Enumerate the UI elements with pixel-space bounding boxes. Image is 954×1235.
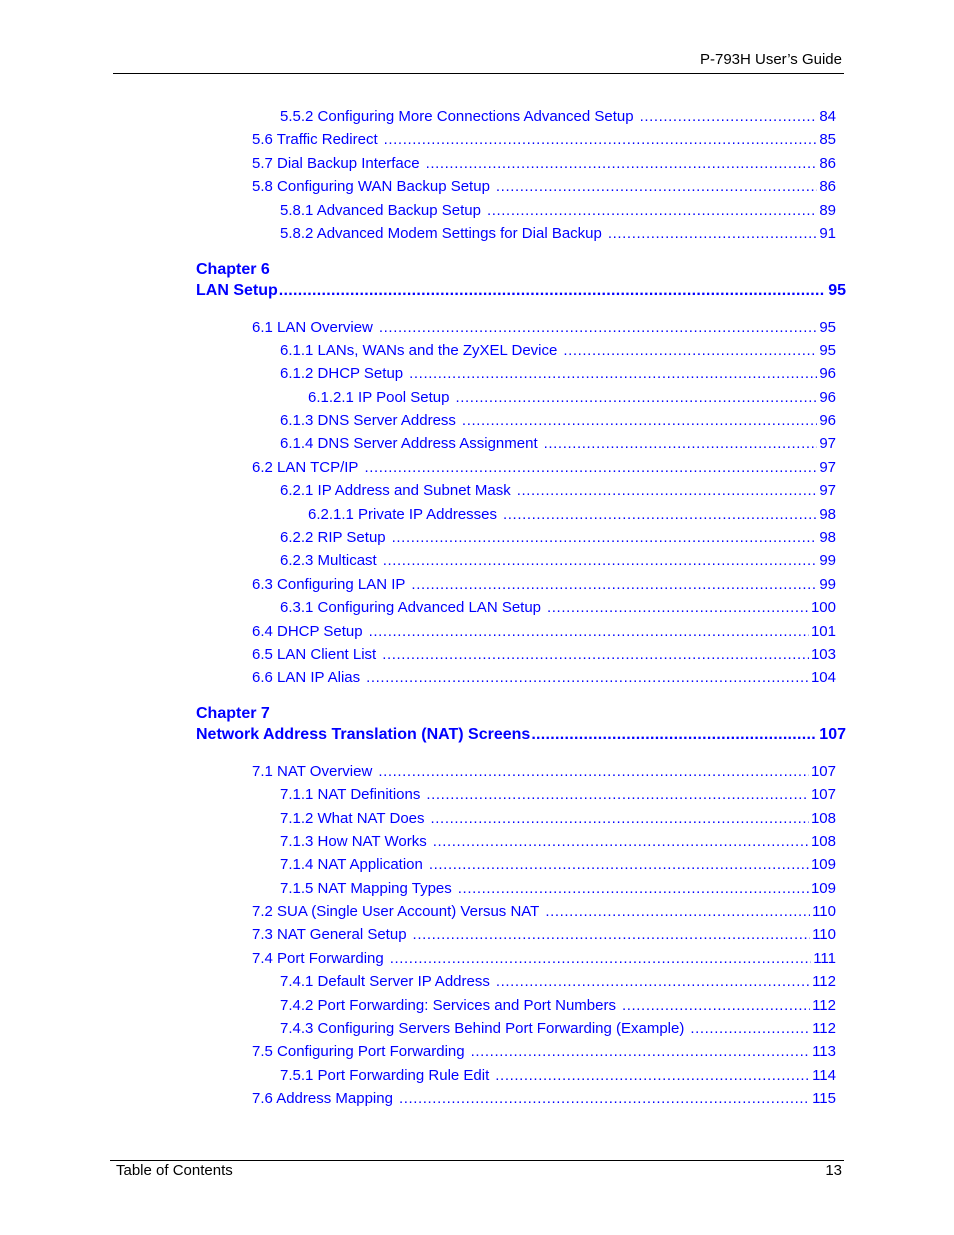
chapter-6-title-link[interactable]: [196, 280, 846, 302]
toc-entry-7-6[interactable]: [252, 1089, 836, 1109]
toc-entry-7-5-1[interactable]: [280, 1066, 836, 1086]
toc-entry-5-6[interactable]: [252, 130, 836, 150]
toc-entry-page: 108: [810, 833, 836, 850]
toc-entry-label: 7.4 Port Forwarding: [252, 950, 384, 967]
dot-leader: [563, 341, 817, 361]
toc-entry-6-1-4[interactable]: [280, 434, 836, 454]
toc-entry-7-4-2[interactable]: [280, 996, 836, 1016]
toc-entry-7-1-4[interactable]: [280, 855, 836, 875]
toc-entry-page: 104: [810, 669, 836, 686]
toc-entry-6-1-2-1[interactable]: [308, 388, 836, 408]
toc-entry-label: 7.1.3 How NAT Works: [280, 833, 427, 850]
dot-leader: [503, 505, 817, 525]
toc-entry-7-3[interactable]: [252, 925, 836, 945]
toc-entry-page: 103: [810, 646, 836, 663]
toc-entry-label: 6.5 LAN Client List: [252, 646, 377, 663]
toc-entry-label: 6.2.1.1 Private IP Addresses: [308, 506, 498, 523]
toc-entry-page: 112: [812, 997, 836, 1014]
toc-entry-label: 7.5 Configuring Port Forwarding: [252, 1043, 465, 1060]
chapter-7-number: Chapter 7: [196, 705, 270, 722]
toc-entry-label: 6.1.1 LANs, WANs and the ZyXEL Device: [280, 342, 558, 359]
toc-entry-7-4[interactable]: [252, 949, 836, 969]
toc-entry-page: 109: [810, 856, 836, 873]
toc-entry-label: 5.7 Dial Backup Interface: [252, 155, 420, 172]
toc-entry-page: 84: [819, 108, 836, 125]
toc-entry-label: 6.4 DHCP Setup: [252, 623, 363, 640]
dot-leader: [622, 996, 810, 1016]
toc-entry-page: 98: [819, 506, 836, 523]
toc-entry-7-4-3[interactable]: [280, 1019, 836, 1039]
toc-entry-label: 7.2 SUA (Single User Account) Versus NAT: [252, 903, 540, 920]
toc-entry-page: 112: [812, 1020, 836, 1037]
toc-entry-page: 97: [819, 482, 836, 499]
toc-entry-6-1-2[interactable]: [280, 364, 836, 384]
toc-entry-label: 6.2 LAN TCP/IP: [252, 459, 359, 476]
toc-entry-label: 5.5.2 Configuring More Connections Advanced Setup: [280, 108, 634, 125]
toc-entry-7-5[interactable]: [252, 1042, 836, 1062]
toc-entry-page: 114: [812, 1067, 836, 1084]
toc-entry-page: 110: [812, 903, 836, 920]
toc-entry-page: 96: [819, 412, 836, 429]
toc-entry-7-4-1[interactable]: [280, 972, 836, 992]
dot-leader: [378, 762, 809, 782]
toc-entry-label: 5.8 Configuring WAN Backup Setup: [252, 178, 490, 195]
toc-entry-page: 97: [819, 459, 836, 476]
dot-leader: [690, 1019, 810, 1039]
toc-entry-label: 7.1.1 NAT Definitions: [280, 786, 421, 803]
toc-entry-label: 7.4.3 Configuring Servers Behind Port Forwarding (Example): [280, 1020, 685, 1037]
chapter-6-number: Chapter 6: [196, 261, 270, 278]
toc-entry-page: 109: [810, 880, 836, 897]
dot-leader: [426, 785, 809, 805]
toc-entry-label: 6.1.3 DNS Server Address: [280, 412, 456, 429]
toc-entry-6-3-1[interactable]: [280, 598, 836, 618]
toc-entry-label: 6.2.2 RIP Setup: [280, 529, 386, 546]
toc-entry-page: 112: [812, 973, 836, 990]
toc-entry-page: 96: [819, 365, 836, 382]
toc-entry-6-2-3[interactable]: [280, 551, 836, 571]
toc-entry-page: 95: [819, 342, 836, 359]
toc-entry-label: 7.1 NAT Overview: [252, 763, 373, 780]
toc-entry-6-2-1[interactable]: [280, 481, 836, 501]
dot-leader: [544, 434, 818, 454]
toc-entry-5-8[interactable]: [252, 177, 836, 197]
toc-entry-page: 86: [819, 178, 836, 195]
dot-leader: [517, 481, 818, 501]
dot-leader: [495, 1066, 810, 1086]
toc-entry-label: 7.4.1 Default Server IP Address: [280, 973, 490, 990]
toc-entry-page: 99: [819, 576, 836, 593]
toc-entry-label: 5.6 Traffic Redirect: [252, 131, 378, 148]
dot-leader: [366, 668, 809, 688]
toc-entry-label: 6.6 LAN IP Alias: [252, 669, 361, 686]
chapter-7-title-link[interactable]: [196, 724, 846, 746]
toc-entry-label: 7.4.2 Port Forwarding: Services and Port Numbers: [280, 997, 616, 1014]
toc-entry-label: 6.1.2 DHCP Setup: [280, 365, 404, 382]
dot-leader: [390, 949, 811, 969]
toc-entry-page: 91: [819, 225, 836, 242]
dot-leader: [496, 177, 817, 197]
toc-entry-page: 108: [810, 810, 836, 827]
toc-entry-page: 97: [819, 435, 836, 452]
dot-leader: [429, 855, 809, 875]
dot-leader: [456, 388, 818, 408]
dot-leader: [379, 318, 817, 338]
dot-leader: [279, 280, 824, 302]
toc-entry-6-4[interactable]: [252, 622, 836, 642]
toc-entry-label: 7.1.5 NAT Mapping Types: [280, 880, 452, 897]
toc-entry-label: 7.1.4 NAT Application: [280, 856, 423, 873]
toc-entry-6-5[interactable]: [252, 645, 836, 665]
toc-entry-6-2[interactable]: [252, 458, 836, 478]
dot-leader: [433, 832, 809, 852]
dot-leader: [531, 724, 815, 746]
toc-entry-6-3[interactable]: [252, 575, 836, 595]
toc-entry-page: 111: [813, 950, 836, 967]
toc-entry-6-1[interactable]: [252, 318, 836, 338]
toc-entry-page: 101: [810, 623, 836, 640]
toc-entry-page: 110: [812, 926, 836, 943]
toc-entry-page: 99: [819, 552, 836, 569]
toc-entry-page: 86: [819, 155, 836, 172]
toc-entry-7-2[interactable]: [252, 902, 836, 922]
dot-leader: [411, 575, 817, 595]
chapter-title: Network Address Translation (NAT) Screens: [196, 726, 531, 743]
toc-entry-label: 5.8.1 Advanced Backup Setup: [280, 202, 481, 219]
dot-leader: [369, 622, 809, 642]
dot-leader: [547, 598, 809, 618]
dot-leader: [608, 224, 817, 244]
dot-leader: [487, 201, 817, 221]
dot-leader: [496, 972, 810, 992]
toc-entry-label: 6.3.1 Configuring Advanced LAN Setup: [280, 599, 542, 616]
toc-entry-page: 96: [819, 389, 836, 406]
toc-entry-label: 7.1.2 What NAT Does: [280, 810, 425, 827]
toc-entry-page: 95: [819, 319, 836, 336]
toc-entry-label: 6.2.1 IP Address and Subnet Mask: [280, 482, 511, 499]
dot-leader: [399, 1089, 810, 1109]
toc-entry-7-1[interactable]: [252, 762, 836, 782]
toc-entry-page: 98: [819, 529, 836, 546]
chapter-page: 95: [828, 282, 846, 299]
toc-entry-5-8-2[interactable]: [280, 224, 836, 244]
footer-page-number: 13: [825, 1162, 842, 1179]
toc-entry-6-1-1[interactable]: [280, 341, 836, 361]
toc-entry-5-8-1[interactable]: [280, 201, 836, 221]
toc-entry-6-2-1-1[interactable]: [308, 505, 836, 525]
toc-entry-page: 113: [812, 1043, 836, 1060]
toc-entry-label: 7.6 Address Mapping: [252, 1090, 393, 1107]
dot-leader: [462, 411, 817, 431]
chapter-page: 107: [819, 726, 846, 743]
toc-entry-5-7[interactable]: [252, 154, 836, 174]
toc-entry-6-2-2[interactable]: [280, 528, 836, 548]
toc-entry-label: 6.1.2.1 IP Pool Setup: [308, 389, 450, 406]
dot-leader: [383, 551, 818, 571]
toc-entry-label: 6.1.4 DNS Server Address Assignment: [280, 435, 538, 452]
toc-entry-label: 6.3 Configuring LAN IP: [252, 576, 406, 593]
footer-section-name: Table of Contents: [116, 1162, 233, 1179]
dot-leader: [382, 645, 809, 665]
dot-leader: [471, 1042, 810, 1062]
toc-entry-7-1-3[interactable]: [280, 832, 836, 852]
toc-entry-label: 7.5.1 Port Forwarding Rule Edit: [280, 1067, 490, 1084]
dot-leader: [426, 154, 818, 174]
toc-entry-page: 115: [812, 1090, 836, 1107]
toc-entry-label: 6.2.3 Multicast: [280, 552, 377, 569]
toc-entry-6-1-3[interactable]: [280, 411, 836, 431]
dot-leader: [431, 809, 809, 829]
dot-leader: [409, 364, 817, 384]
dot-leader: [413, 925, 811, 945]
toc-entry-page: 107: [810, 786, 836, 803]
toc-entry-label: 5.8.2 Advanced Modem Settings for Dial Backup: [280, 225, 602, 242]
toc-entry-page: 107: [810, 763, 836, 780]
dot-leader: [640, 107, 818, 127]
chapter-title: LAN Setup: [196, 282, 278, 299]
dot-leader: [384, 130, 818, 150]
toc-entry-label: 6.1 LAN Overview: [252, 319, 373, 336]
toc-entry-7-1-5[interactable]: [280, 879, 836, 899]
toc-entry-label: 7.3 NAT General Setup: [252, 926, 407, 943]
toc-entry-page: 89: [819, 202, 836, 219]
dot-leader: [458, 879, 809, 899]
toc-entry-page: 100: [810, 599, 836, 616]
running-header-title: P-793H User’s Guide: [699, 51, 842, 68]
dot-leader: [364, 458, 817, 478]
header-divider: [113, 73, 844, 74]
toc-entry-5-5-2[interactable]: [280, 107, 836, 127]
toc-entry-page: 85: [819, 131, 836, 148]
toc-entry-7-1-2[interactable]: [280, 809, 836, 829]
toc-entry-6-6[interactable]: [252, 668, 836, 688]
dot-leader: [545, 902, 810, 922]
dot-leader: [392, 528, 818, 548]
toc-entry-7-1-1[interactable]: [280, 785, 836, 805]
